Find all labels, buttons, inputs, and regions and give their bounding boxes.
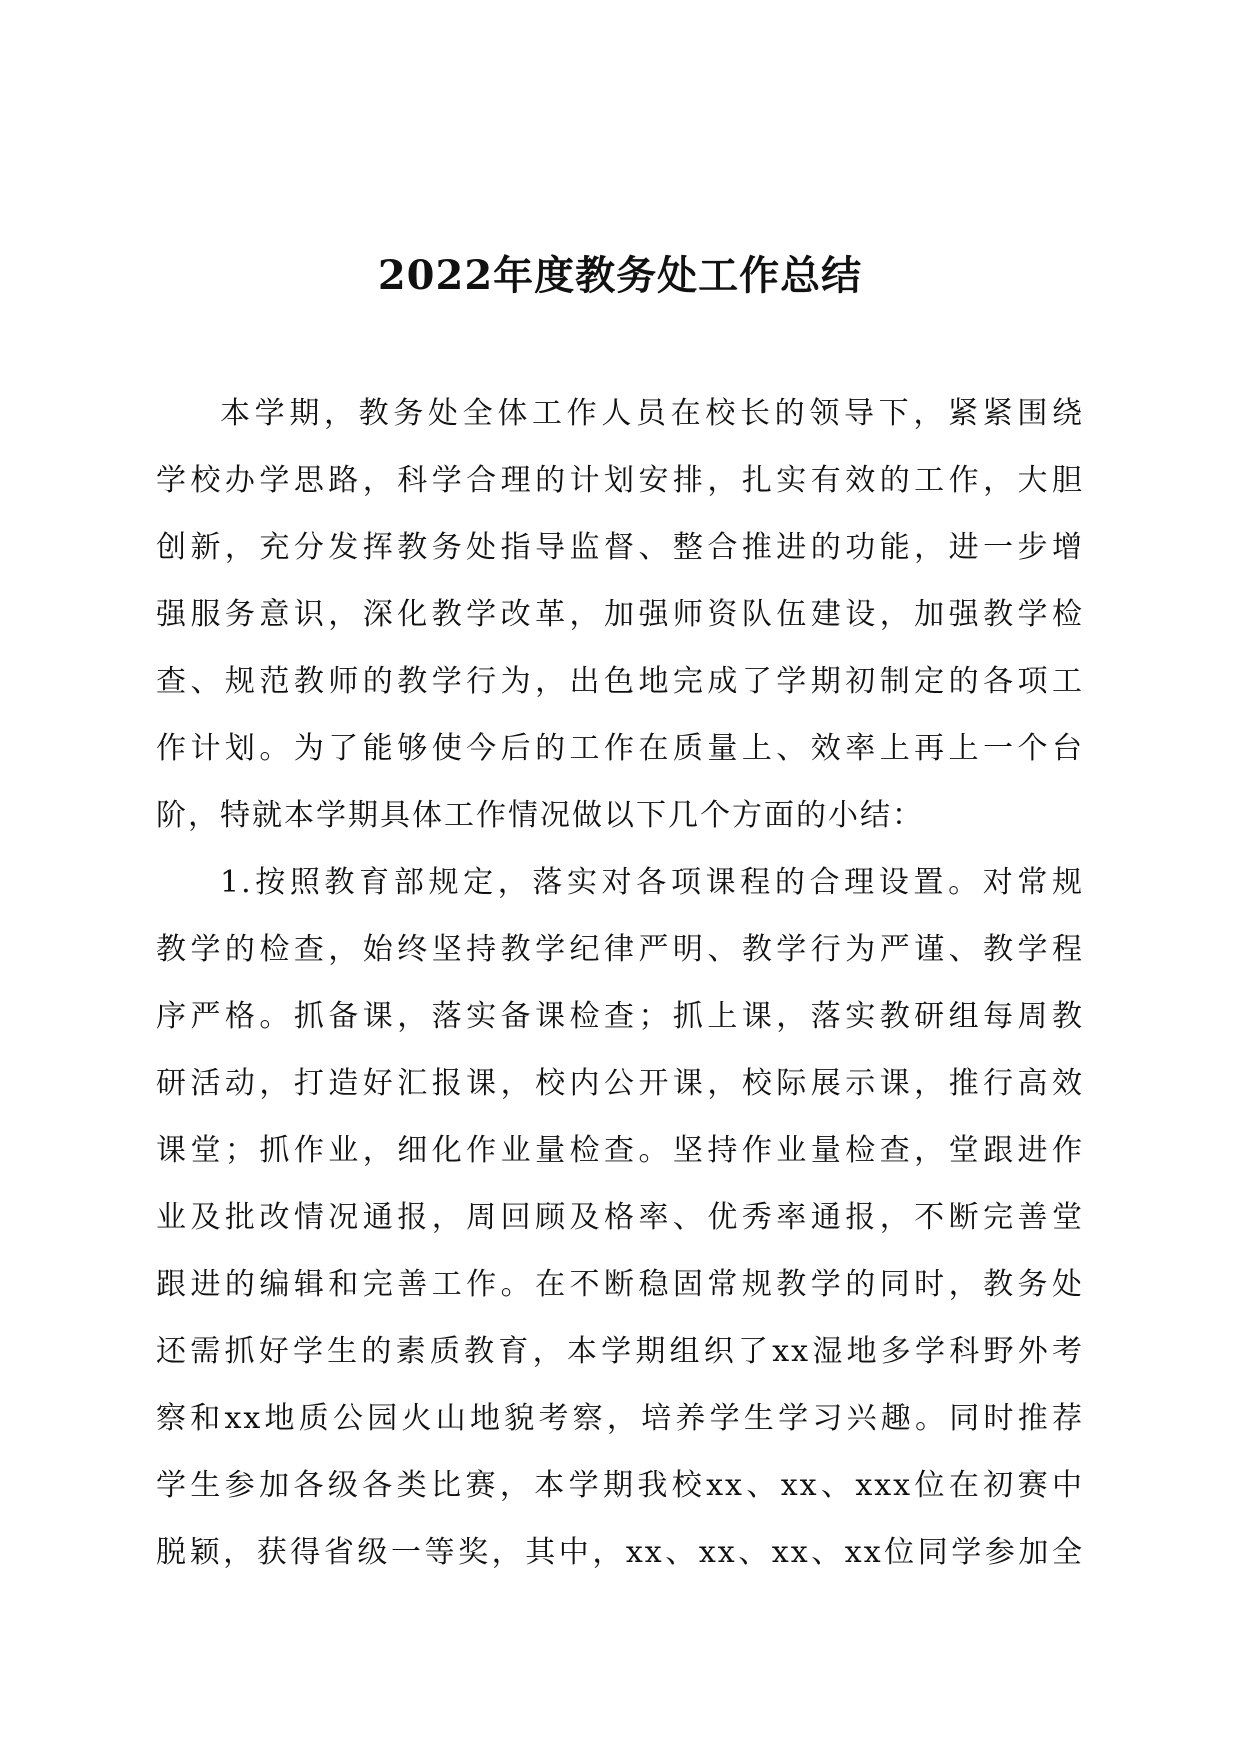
paragraph-line: 作计划。为了能够使今后的工作在质量上、效率上再上一个台 [156, 731, 1084, 766]
paragraph-line: 课堂；抓作业，细化作业量检查。坚持作业量检查，堂跟进作 [156, 1133, 1084, 1168]
paragraph-item-1 [156, 849, 1084, 1586]
document-title: 2022年度教务处工作总结 [377, 252, 863, 299]
paragraph-line: 还需抓好学生的素质教育，本学期组织了xx湿地多学科野外考 [156, 1334, 1084, 1369]
paragraph-intro [156, 380, 1084, 849]
paragraph-line: 察和xx地质公园火山地貌考察，培养学生学习兴趣。同时推荐 [156, 1401, 1084, 1436]
paragraph-line: 强服务意识，深化教学改革，加强师资队伍建设，加强教学检 [156, 597, 1084, 632]
paragraph-line: 查、规范教师的教学行为，出色地完成了学期初制定的各项工 [156, 664, 1084, 699]
paragraph-line: 序严格。抓备课，落实备课检查；抓上课，落实教研组每周教 [156, 999, 1084, 1034]
paragraph-line: 脱颖，获得省级一等奖，其中，xx、xx、xx、xx位同学参加全 [156, 1535, 1084, 1570]
document-body [156, 380, 1084, 1586]
paragraph-line: 学生参加各级各类比赛，本学期我校xx、xx、xxx位在初赛中 [156, 1468, 1084, 1503]
paragraph-line: 本学期，教务处全体工作人员在校长的领导下，紧紧围绕 [220, 396, 1084, 431]
paragraph-line: 业及批改情况通报，周回顾及格率、优秀率通报，不断完善堂 [156, 1200, 1084, 1235]
paragraph-line: 学校办学思路，科学合理的计划安排，扎实有效的工作，大胆 [156, 463, 1084, 498]
paragraph-line: 阶，特就本学期具体工作情况做以下几个方面的小结： [156, 798, 924, 833]
paragraph-line: 创新，充分发挥教务处指导监督、整合推进的功能，进一步增 [156, 530, 1084, 565]
paragraph-line: 跟进的编辑和完善工作。在不断稳固常规教学的同时，教务处 [156, 1267, 1084, 1302]
paragraph-line: 教学的检查，始终坚持教学纪律严明、教学行为严谨、教学程 [156, 932, 1084, 967]
paragraph-line: 研活动，打造好汇报课，校内公开课，校际展示课，推行高效 [156, 1066, 1084, 1101]
paragraph-line: 1.按照教育部规定，落实对各项课程的合理设置。对常规 [220, 865, 1084, 900]
